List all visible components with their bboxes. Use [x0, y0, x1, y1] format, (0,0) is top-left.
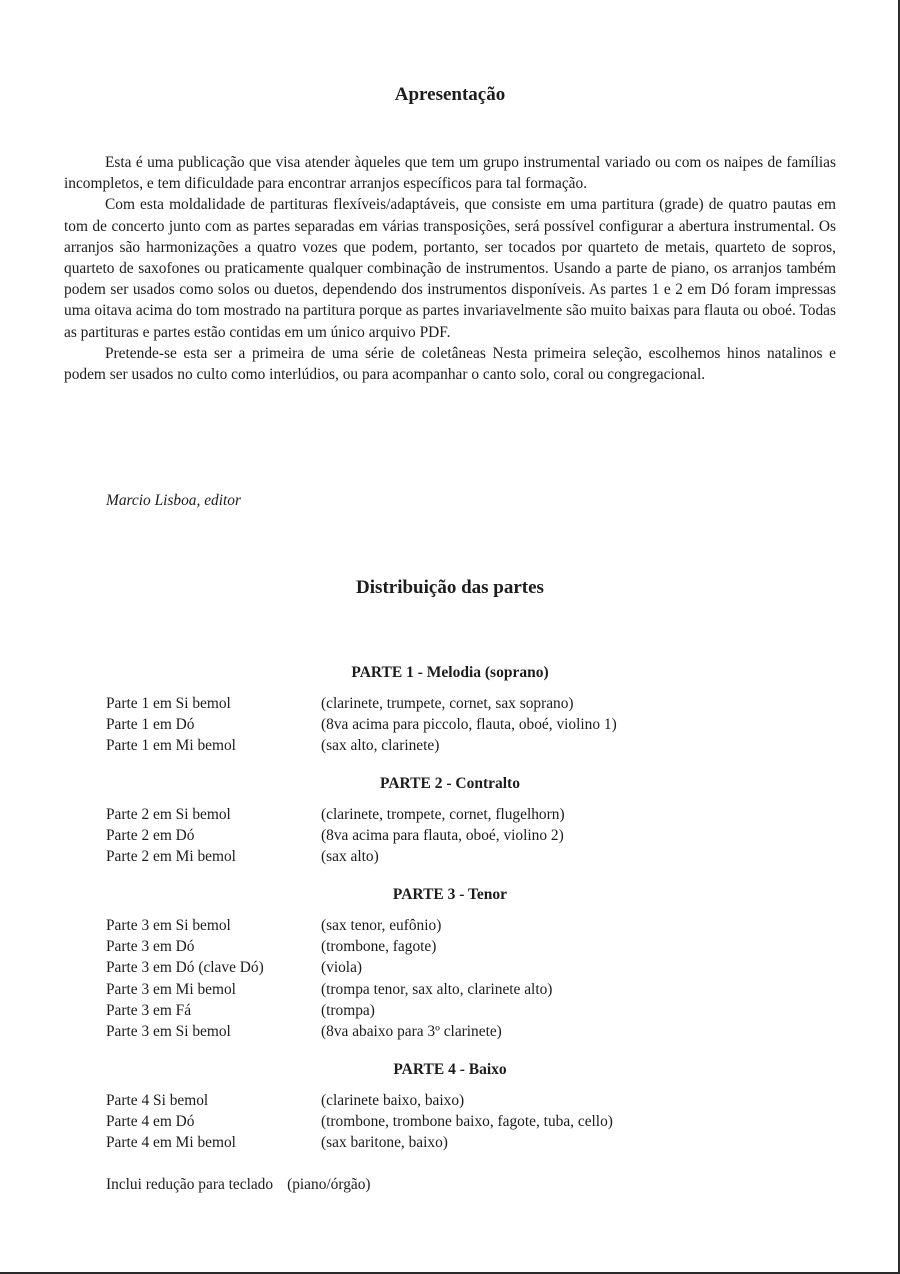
part-list	[106, 915, 846, 1042]
part-row	[106, 1132, 846, 1153]
part-row	[106, 957, 846, 978]
part-name: Parte 2 em Dó	[106, 827, 195, 845]
keyboard-name: Inclui redução para teclado	[106, 1176, 274, 1193]
part-instruments: (8va abaixo para 3º clarinete)	[321, 1023, 502, 1041]
part-name: Parte 1 em Mi bemol	[106, 737, 236, 755]
distribution-title: Distribuição das partes	[356, 577, 544, 598]
part-name: Parte 1 em Dó	[106, 716, 195, 734]
paragraph: Esta é uma publicação que visa atender àqueles que tem um grupo instrumental variado ou com os naipes de famílias incompletos, e tem dificuldade para encontrar arranjos específicos para tal formação.	[64, 154, 836, 193]
part-instruments: (trombone, fagote)	[321, 938, 437, 956]
part-row	[106, 693, 846, 714]
part-name: Parte 1 em Si bemol	[106, 695, 231, 712]
part-row	[106, 825, 846, 846]
part-row	[106, 804, 846, 825]
part-list	[106, 1090, 846, 1154]
part-name: Parte 4 em Dó	[106, 1113, 195, 1131]
part-instruments: (trompa)	[321, 1001, 375, 1019]
paragraph: Pretende-se esta ser a primeira de uma série de coletâneas Nesta primeira seleção, escolhemos hinos natalinos e podem ser usados no culto como interlúdios, ou para acompanhar o canto solo, coral ou congregacional.	[64, 344, 836, 384]
part-instruments: (sax alto)	[321, 848, 379, 866]
presentation-body	[64, 152, 836, 385]
part-row	[106, 1090, 846, 1111]
part-name: Parte 3 em Fá	[106, 1001, 192, 1019]
part-heading: PARTE 2 - Contralto	[380, 775, 520, 792]
part-row	[106, 1111, 846, 1132]
part-list	[106, 693, 846, 757]
part-instruments: (trombone, trombone baixo, fagote, tuba, cello)	[321, 1113, 613, 1131]
part-name: Parte 4 em Mi bemol	[106, 1134, 236, 1152]
part-row	[106, 714, 846, 735]
part-name: Parte 4 Si bemol	[106, 1092, 209, 1109]
keyboard-instruments: (piano/órgão)	[287, 1176, 371, 1193]
paragraph: Com esta moldalidade de partituras flexíveis/adaptáveis, que consiste em uma partitura (grade) de quatro pautas em tom de concerto junto com as partes separadas em várias transposições, será possível configurar a abertura instrumental. Os arranjos são harmonizações a quatro vozes que podem, portanto, ser tocados por quarteto de metais, quarteto de sopros, quarteto de saxofones ou praticamente qualquer combinação de instrumentos. Usando a parte de piano, os arranjos também podem ser usados como solos ou duetos, dependendo dos instrumentos disponíveis. As partes 1 e 2 em Dó foram impressas uma oitava acima do tom mostrado na partitura porque as partes invariavelmente são muito baixas para flauta ou oboé. Todas as partituras e partes estão contidas em um único arquivo PDF.	[64, 196, 836, 341]
part-instruments: (8va acima para flauta, oboé, violino 2)	[321, 827, 564, 845]
part-list	[106, 804, 846, 868]
part-instruments: (clarinete, trumpete, cornet, sax soprano)	[321, 695, 574, 712]
part-row	[106, 735, 846, 756]
part-name: Parte 3 em Mi bemol	[106, 980, 236, 998]
part-instruments: (clarinete, trompete, cornet, flugelhorn)	[321, 806, 565, 823]
part-name: Parte 3 em Si bemol	[106, 917, 231, 934]
part-heading: PARTE 3 - Tenor	[392, 886, 508, 903]
part-name: Parte 2 em Si bemol	[106, 806, 231, 823]
editor-signature: Marcio Lisboa, editor	[106, 492, 241, 509]
part-row	[106, 915, 846, 936]
part-instruments: (sax baritone, baixo)	[321, 1134, 448, 1152]
part-instruments: (sax tenor, eufônio)	[321, 917, 442, 934]
keyboard-reduction	[106, 1176, 371, 1194]
part-instruments: (clarinete baixo, baixo)	[321, 1092, 465, 1109]
part-name: Parte 2 em Mi bemol	[106, 848, 236, 866]
part-name: Parte 3 em Si bemol	[106, 1023, 231, 1041]
part-name: Parte 3 em Dó	[106, 938, 195, 956]
part-heading: PARTE 4 - Baixo	[393, 1061, 507, 1078]
part-row	[106, 1021, 846, 1042]
part-name: Parte 3 em Dó (clave Dó)	[106, 959, 264, 977]
part-row	[106, 846, 846, 867]
part-heading: PARTE 1 - Melodia (soprano)	[351, 664, 549, 681]
part-row	[106, 1000, 846, 1021]
part-row	[106, 936, 846, 957]
part-instruments: (sax alto, clarinete)	[321, 737, 440, 755]
presentation-title: Apresentação	[394, 84, 506, 105]
part-instruments: (trompa tenor, sax alto, clarinete alto)	[321, 980, 553, 998]
part-row	[106, 979, 846, 1000]
part-instruments: (8va acima para piccolo, flauta, oboé, violino 1)	[321, 716, 617, 734]
part-instruments: (viola)	[321, 959, 363, 977]
